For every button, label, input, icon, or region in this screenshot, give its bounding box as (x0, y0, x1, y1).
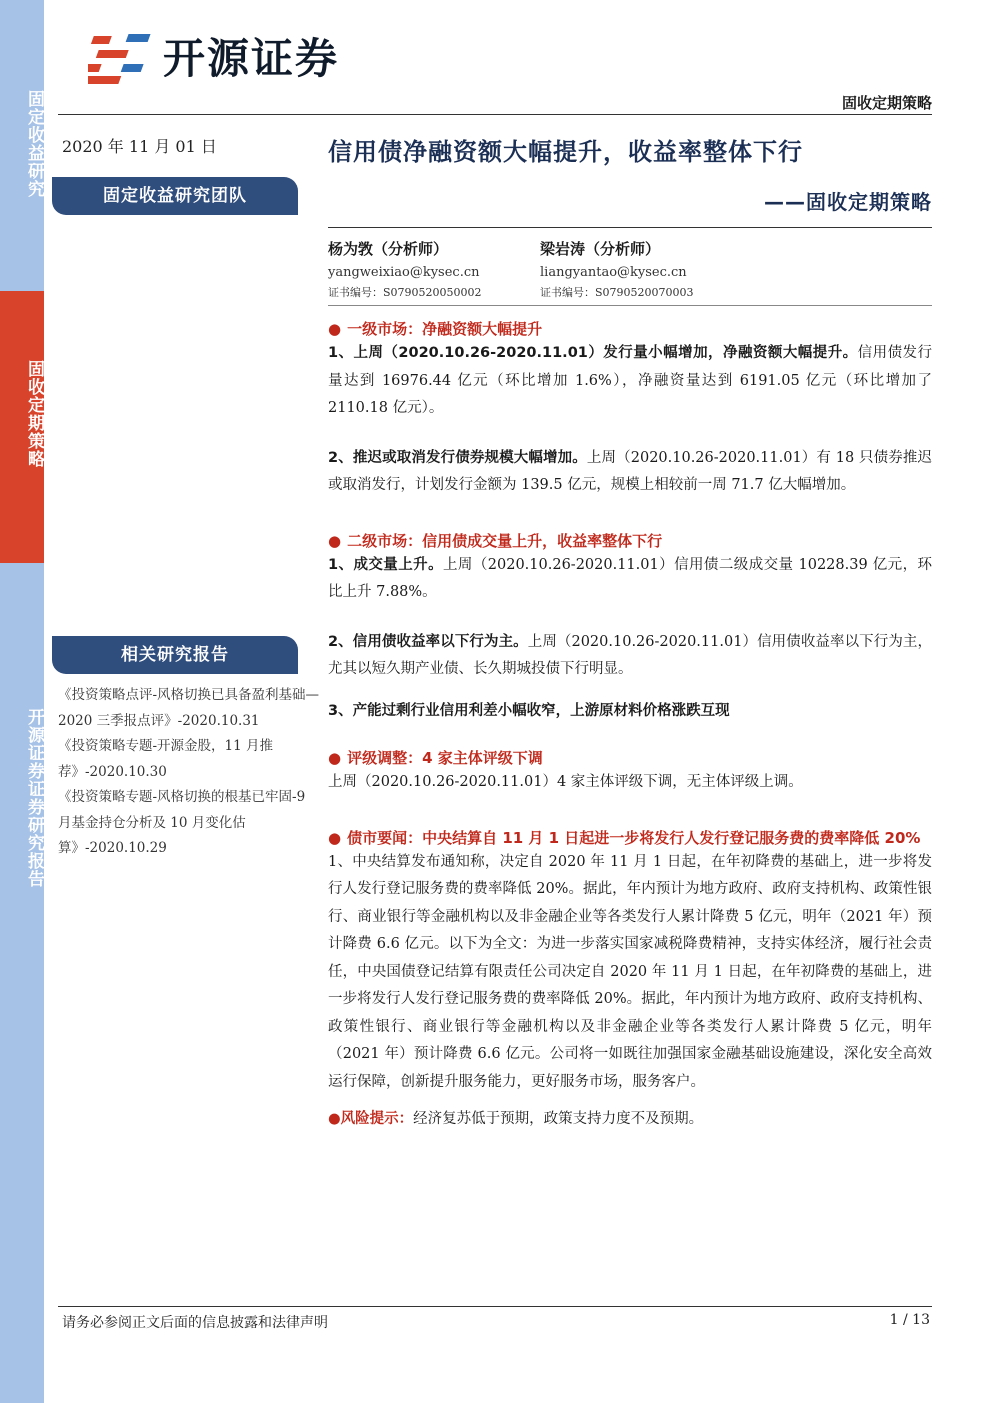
left-sidebar (0, 0, 44, 1403)
analyst-divider (328, 305, 932, 306)
risk-warning: ●风险提示：经济复苏低于预期，政策支持力度不及预期。 (328, 1111, 704, 1127)
header-report-type: 固收定期策略 (841, 94, 932, 112)
analyst-name: 梁岩涛（分析师） (540, 240, 661, 258)
paragraph: 1、上周（2020.10.26-2020.11.01）发行量小幅增加，净融资额大幅提升。信用债发行量达到 16976.44 亿元（环比增加 1.6%），净融资量达到 6191.05 亿元（环比增加了 2110.18 亿元）。 (328, 345, 932, 416)
paragraph: 1、中央结算发布通知称，决定自 2020 年 11 月 1 日起，在年初降费的基础上，进一步将发行人发行登记服务费的费率降低 20%。据此，年内预计为地方政府、政府支持机构、政策性银行、商业银行等金融机构以及非金融企业等各类发行人累计降费 5 亿元，明年（2021 年）预计降费 6.6 亿元。以下为全文：为进一步落实国家减税降费精神，支持实体经济，履行社会责任，中央国债登记结算有限责任公司决定自 2020 年 11 月 1 日起，在年初降费的基础上，进一步将发行人发行登记服务费的费率降低 20%。据此，年内预计为地方政府、政府支持机构、政策性银行、商业银行等金融机构以及非金融企业等各类发行人累计降费 5 亿元，明年（2021 年）预计降费 6.6 亿元。公司将一如既往加强国家金融基础设施建设，深化安全高效运行保障，创新提升服务能力，更好服务市场，服务客户。 (328, 853, 932, 1090)
paragraph: 3、产能过剩行业信用利差小幅收窄，上游原材料价格涨跌互现 (328, 702, 730, 719)
related-report-item[interactable]: 《投资策略点评-风格切换已具备盈利基础—2020 三季报点评》-2020.10.31 (58, 687, 320, 729)
section-heading-primary-market: ● 一级市场：净融资额大幅提升 (328, 320, 543, 338)
title-divider (328, 227, 932, 228)
report-body (328, 310, 932, 1134)
analyst-cert: 证书编号：S0790520070003 (540, 286, 694, 299)
paragraph: 2、信用债收益率以下行为主。上周（2020.10.26-2020.11.01）信用债收益率以下行为主，尤其以短久期产业债、长久期城投债下行明显。 (328, 633, 932, 677)
footer-divider (58, 1306, 932, 1307)
paragraph: 上周（2020.10.26-2020.11.01）4 家主体评级下调，无主体评级上调。 (328, 774, 803, 790)
header-divider (58, 114, 932, 115)
page-number: 1 / 13 (889, 1312, 930, 1328)
bullet-icon: ● (328, 1111, 341, 1127)
sidebar-label-research: 固定收益研究 (24, 90, 44, 198)
sidebar-label-strategy: 固收定期策略 (24, 360, 44, 468)
analyst-name: 杨为敩（分析师） (328, 240, 449, 258)
report-date: 2020 年 11 月 01 日 (62, 137, 217, 156)
paragraph: 1、成交量上升。上周（2020.10.26-2020.11.01）信用债二级成交量 10228.39 亿元，环比上升 7.88%。 (328, 556, 932, 600)
analyst-email[interactable]: yangweixiao@kysec.cn (328, 265, 480, 280)
section-heading-secondary-market: ● 二级市场：信用债成交量上升，收益率整体下行 (328, 531, 663, 550)
related-report-item[interactable]: 《投资策略专题-开源金股，11 月推荐》-2020.10.30 (58, 738, 274, 780)
related-reports-heading: 相关研究报告 (52, 636, 298, 674)
report-subtitle: ——固收定期策略 (764, 190, 932, 214)
section-heading-news: ● 债市要闻：中央结算自 11 月 1 日起进一步将发行人发行登记服务费的费率降低 20% (328, 828, 921, 847)
report-title: 信用债净融资额大幅提升，收益率整体下行 (328, 138, 803, 166)
related-report-item[interactable]: 《投资策略专题-风格切换的根基已牢固-9 月基金持仓分析及 10 月变化估算》-2020.10.29 (58, 789, 306, 856)
paragraph: 2、推迟或取消发行债券规模大幅增加。上周（2020.10.26-2020.11.01）有 18 只债券推迟或取消发行，计划发行金额为 139.5 亿元，规模上相较前一周 71.7 亿大幅增加。 (328, 449, 932, 493)
footer-disclaimer: 请务必参阅正文后面的信息披露和法律声明 (62, 1315, 328, 1331)
bullet-icon: ● (328, 828, 342, 847)
related-reports-list (58, 683, 320, 862)
bullet-icon: ● (328, 320, 342, 338)
section-heading-rating: ● 评级调整：4 家主体评级下调 (328, 749, 543, 767)
analyst-card (328, 238, 482, 302)
analyst-card (540, 238, 694, 302)
team-label: 固定收益研究团队 (52, 177, 298, 215)
analyst-email[interactable]: liangyantao@kysec.cn (540, 265, 687, 280)
bullet-icon: ● (328, 749, 342, 767)
analyst-cert: 证书编号：S0790520050002 (328, 286, 482, 299)
bullet-icon: ● (328, 531, 342, 550)
brand-name: 开源证券 (163, 34, 340, 83)
sidebar-label-report: 开源证券证券研究报告 (24, 708, 44, 888)
